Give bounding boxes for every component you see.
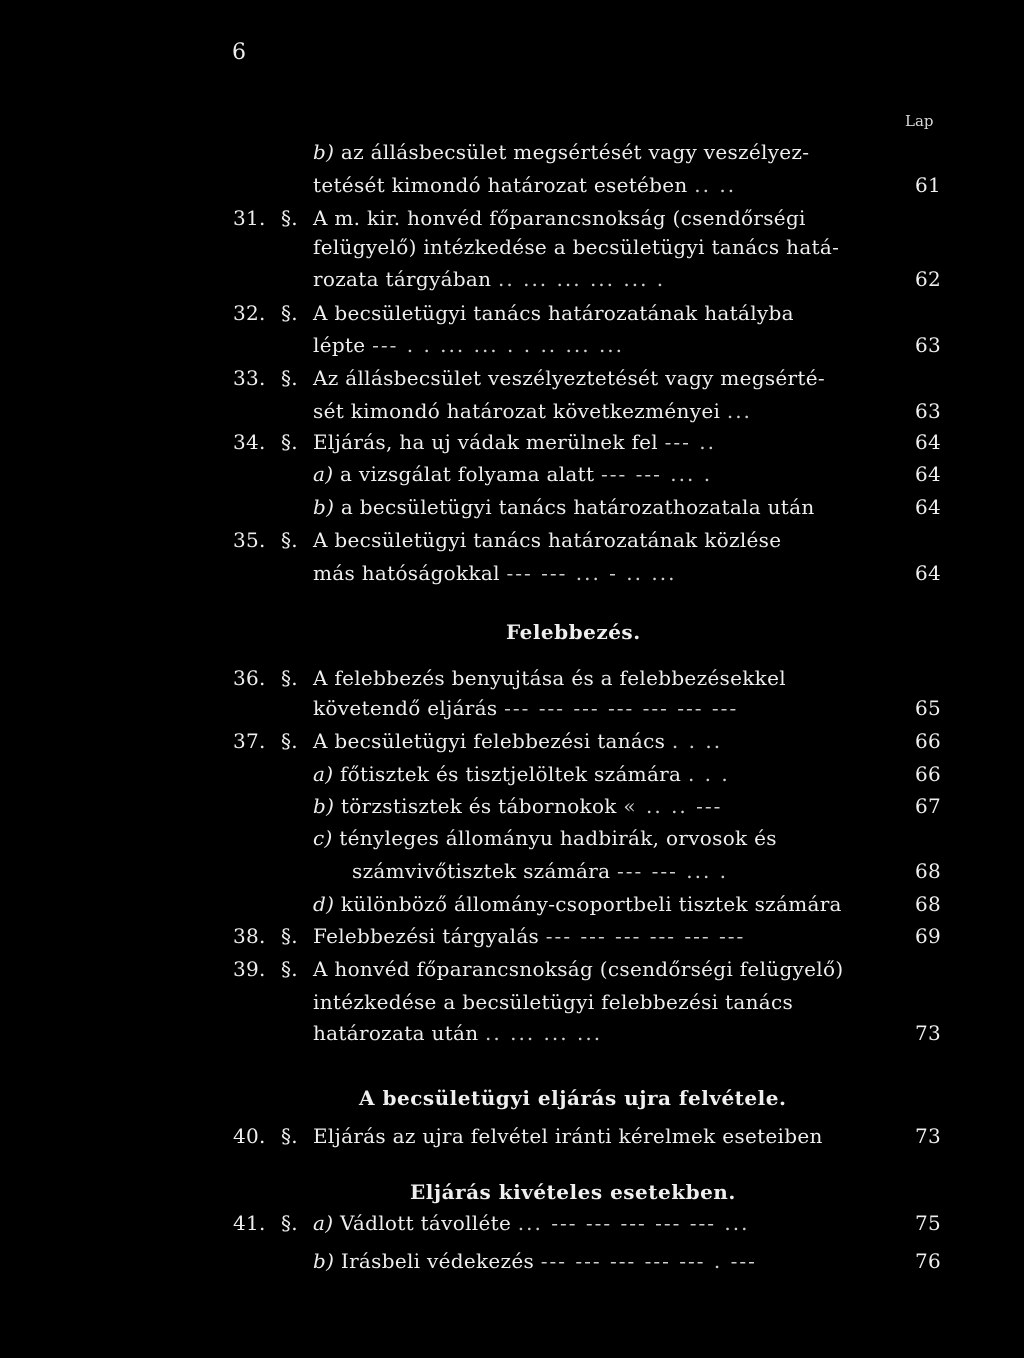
entry-sub-label: a): [313, 462, 340, 486]
toc-entry: [0, 459, 1024, 489]
entry-title: sét kimondó határozat következményei: [313, 399, 721, 423]
leader-dots: --- --- --- --- --- . ---: [540, 1249, 757, 1273]
page-ref: 75: [915, 1211, 942, 1235]
toc-entry: [0, 525, 1024, 555]
page-column-header: Lap: [905, 112, 934, 130]
entry-text: [313, 232, 839, 262]
page-ref: 76: [915, 1249, 942, 1273]
toc-entry: [0, 330, 1024, 360]
entry-sub-label: d): [313, 892, 341, 916]
leader-dots: --- --- ... .: [616, 859, 729, 883]
entry-title: törzstisztek és tábornokok: [340, 794, 617, 818]
entry-sub-label: c): [313, 826, 340, 850]
entry-title: A becsületügyi tanács határozatának hatályba: [313, 301, 794, 325]
entry-title: A becsületügyi tanács határozatának közlése: [313, 528, 782, 552]
page-ref: 68: [915, 859, 942, 883]
leader-dots: --- --- ... .: [601, 462, 713, 486]
entry-number: 36.: [233, 666, 266, 690]
entry-text: [313, 1246, 757, 1276]
toc-entry: [0, 232, 1024, 262]
entry-title: tényleges állományu hadbirák, orvosok és: [339, 826, 777, 850]
leader-dots: --- --- ... - .. ...: [506, 561, 677, 585]
entry-text: [313, 1208, 749, 1238]
entry-title: főtisztek és tisztjelöltek számára: [339, 762, 682, 786]
page-ref: 61: [915, 173, 942, 197]
toc-entry: [0, 693, 1024, 723]
page-ref: 73: [915, 1124, 942, 1148]
entry-text: [313, 170, 736, 200]
page-ref: 63: [915, 333, 942, 357]
toc-entry: [0, 954, 1024, 984]
page-ref: 67: [915, 794, 942, 818]
section-sign: §.: [281, 1211, 298, 1235]
entry-number: 38.: [233, 924, 266, 948]
section-sign: §.: [281, 1124, 298, 1148]
entry-sub-label: b): [313, 495, 341, 519]
section-sign: §.: [281, 924, 298, 948]
toc-entry: [0, 987, 1024, 1017]
toc-entry: [0, 889, 1024, 919]
page-ref: 68: [915, 892, 942, 916]
entry-text: [313, 1018, 602, 1048]
toc-entry: [0, 1121, 1024, 1151]
leader-dots: .. ... ... ... ... .: [498, 267, 666, 291]
entry-text: [313, 823, 777, 853]
entry-title: tetését kimondó határozat esetében: [313, 173, 688, 197]
entry-title: rozata tárgyában: [313, 267, 492, 291]
leader-dots: --- ..: [664, 430, 717, 454]
leader-dots: --- --- --- --- --- --- ---: [504, 696, 739, 720]
toc-entry: [0, 1246, 1024, 1276]
toc-entry: [0, 1208, 1024, 1238]
section-sign: §.: [281, 666, 298, 690]
entry-title: lépte: [313, 333, 366, 357]
toc-entry: [0, 170, 1024, 200]
entry-text: [313, 759, 730, 789]
page-ref: 73: [915, 1021, 942, 1045]
entry-number: 32.: [233, 301, 266, 325]
entry-text: [313, 791, 722, 821]
entry-text: [313, 137, 809, 167]
toc-entry: [0, 921, 1024, 951]
toc-entry: [0, 137, 1024, 167]
entry-title: követendő eljárás: [313, 696, 498, 720]
toc-entry: [0, 823, 1024, 853]
section-sign: §.: [281, 366, 298, 390]
section-sign: §.: [281, 729, 298, 753]
leader-dots: . . .: [687, 762, 730, 786]
entry-title: Eljárás az ujra felvétel iránti kérelmek eseteiben: [313, 1124, 823, 1148]
section-sign: §.: [281, 957, 298, 981]
page-ref: 64: [915, 462, 942, 486]
entry-text: [352, 856, 728, 886]
entry-title: számvivőtisztek számára: [352, 859, 611, 883]
entry-text: [313, 330, 624, 360]
entry-text: [313, 558, 676, 588]
entry-number: 31.: [233, 206, 266, 230]
entry-number: 39.: [233, 957, 266, 981]
toc-entry: [0, 396, 1024, 426]
entry-text: [313, 726, 722, 756]
entry-sub-label: a): [313, 1211, 340, 1235]
entry-title: Az állásbecsület veszélyeztetését vagy megsérté-: [313, 366, 825, 390]
page-ref: 69: [915, 924, 942, 948]
page-ref: 63: [915, 399, 942, 423]
page-ref: 64: [915, 495, 942, 519]
entry-text: [313, 987, 793, 1017]
entry-number: 33.: [233, 366, 266, 390]
entry-text: [313, 1121, 823, 1151]
entry-text: [313, 396, 752, 426]
entry-text: [313, 427, 716, 457]
leader-dots: .. ... ... ...: [485, 1021, 603, 1045]
section-sign: §.: [281, 301, 298, 325]
entry-title: A m. kir. honvéd főparancsnokság (csendőrségi: [313, 206, 806, 230]
section-sign: §.: [281, 430, 298, 454]
entry-text: [313, 459, 712, 489]
toc-entry: [0, 856, 1024, 886]
toc-entry: [0, 264, 1024, 294]
toc-entry: [0, 726, 1024, 756]
leader-dots: ... --- --- --- --- --- ...: [517, 1211, 750, 1235]
section-sign: §.: [281, 206, 298, 230]
toc-entry: [0, 492, 1024, 522]
entry-text: [313, 889, 842, 919]
entry-number: 41.: [233, 1211, 266, 1235]
entry-number: 35.: [233, 528, 266, 552]
leader-dots: --- . . ... ... . . .. ... ...: [372, 333, 625, 357]
leader-dots: ...: [726, 399, 752, 423]
section-sign: §.: [281, 528, 298, 552]
toc-entry: [0, 791, 1024, 821]
section-heading: Felebbezés.: [506, 620, 641, 644]
entry-title: A becsületügyi felebbezési tanács: [313, 729, 666, 753]
entry-sub-label: b): [313, 1249, 341, 1273]
toc-entry: [0, 203, 1024, 233]
entry-sub-label: a): [313, 762, 340, 786]
entry-text: [313, 264, 665, 294]
entry-text: [313, 298, 794, 328]
toc-entry: [0, 298, 1024, 328]
page-number: 6: [232, 40, 247, 65]
entry-text: [313, 663, 786, 693]
toc-entry: [0, 427, 1024, 457]
entry-title: határozata után: [313, 1021, 479, 1045]
entry-text: [313, 693, 738, 723]
entry-number: 37.: [233, 729, 266, 753]
entry-title: az állásbecsület megsértését vagy veszélyez-: [340, 140, 810, 164]
page-ref: 66: [915, 729, 942, 753]
entry-title: a vizsgálat folyama alatt: [339, 462, 595, 486]
entry-text: [313, 525, 781, 555]
entry-number: 40.: [233, 1124, 266, 1148]
entry-title: más hatóságokkal: [313, 561, 500, 585]
entry-title: különböző állomány-csoportbeli tisztek számára: [340, 892, 842, 916]
entry-title: Eljárás, ha uj vádak merülnek fel: [313, 430, 658, 454]
entry-text: [313, 954, 843, 984]
page-ref: 64: [915, 561, 942, 585]
entry-title: Irásbeli védekezés: [340, 1249, 535, 1273]
entry-title: felügyelő) intézkedése a becsületügyi tanács hatá-: [313, 235, 840, 259]
entry-title: a becsületügyi tanács határozathozatala után: [340, 495, 815, 519]
toc-entry: [0, 759, 1024, 789]
entry-text: [313, 363, 825, 393]
page-ref: 62: [915, 267, 942, 291]
entry-text: [313, 921, 745, 951]
page-ref: 66: [915, 762, 942, 786]
entry-title: Felebbezési tárgyalás: [313, 924, 540, 948]
entry-sub-label: b): [313, 140, 341, 164]
toc-entry: [0, 363, 1024, 393]
entry-title: intézkedése a becsületügyi felebbezési tanács: [313, 990, 794, 1014]
section-heading: Eljárás kivételes esetekben.: [410, 1180, 736, 1204]
leader-dots: --- --- --- --- --- ---: [545, 924, 746, 948]
toc-entry: [0, 1018, 1024, 1048]
entry-sub-label: b): [313, 794, 341, 818]
leader-dots: « .. .. ---: [623, 794, 723, 818]
entry-text: [313, 203, 806, 233]
entry-text: [313, 492, 815, 522]
leader-dots: . . ..: [671, 729, 723, 753]
toc-entry: [0, 663, 1024, 693]
entry-number: 34.: [233, 430, 266, 454]
toc-entry: [0, 558, 1024, 588]
entry-title: A honvéd főparancsnokság (csendőrségi felügyelő): [313, 957, 844, 981]
page-ref: 65: [915, 696, 942, 720]
entry-title: Vádlott távolléte: [339, 1211, 512, 1235]
page-ref: 64: [915, 430, 942, 454]
leader-dots: .. ..: [694, 173, 737, 197]
section-heading: A becsületügyi eljárás ujra felvétele.: [359, 1086, 787, 1110]
entry-title: A felebbezés benyujtása és a felebbezésekkel: [313, 666, 786, 690]
